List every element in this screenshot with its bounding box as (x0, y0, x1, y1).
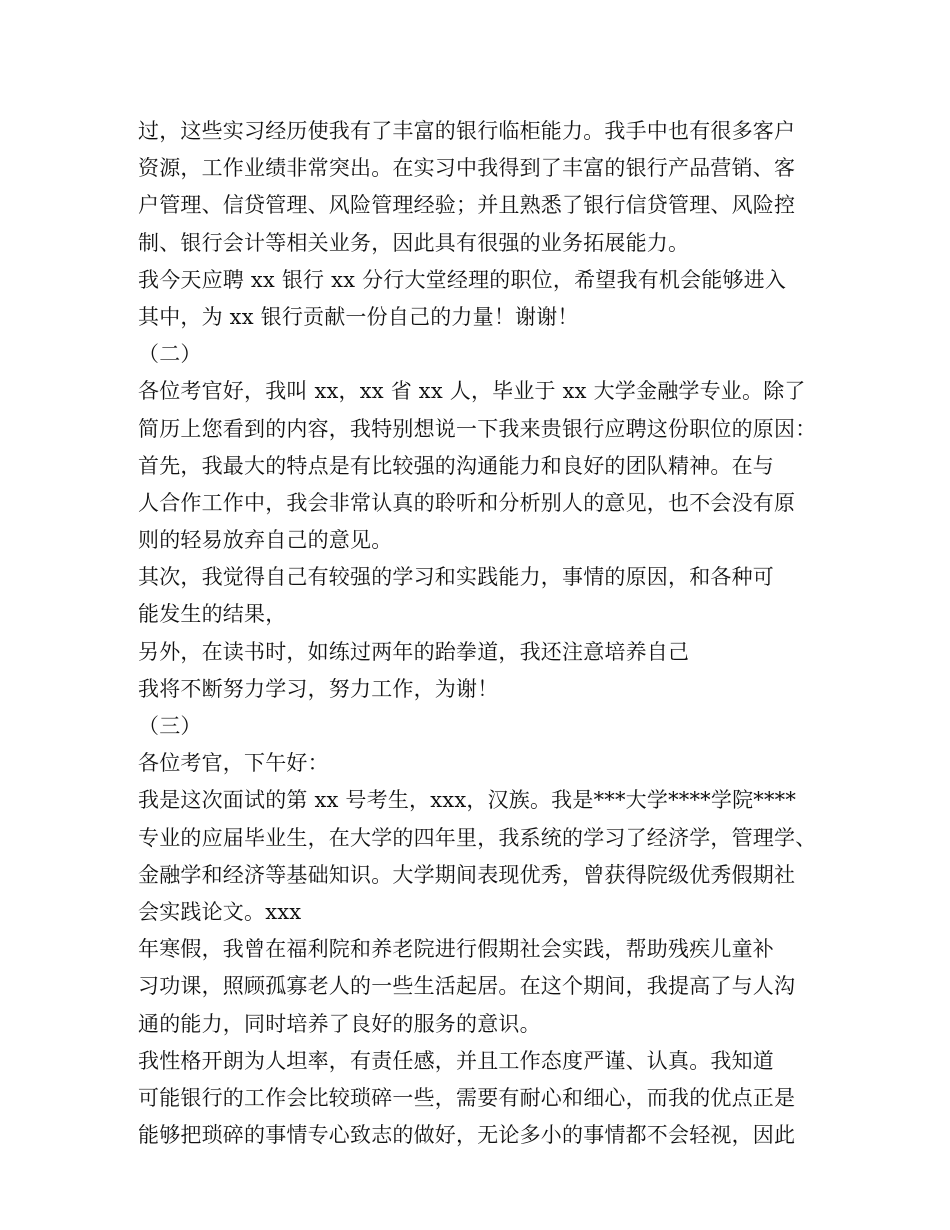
text-line: （三） (138, 714, 202, 738)
text-line: 通的能力，同时培养了良好的服务的意识。 (138, 1011, 541, 1036)
text-line: 能发生的结果， (138, 602, 287, 627)
text-line: 我今天应聘 xx 银行 xx 分行大堂经理的职位，希望我有机会能够进入 (138, 267, 787, 292)
text-line: 人合作工作中，我会非常认真的聆听和分析别人的意见，也不会没有原 (138, 490, 796, 515)
text-line: 则的轻易放弃自己的意见。 (138, 528, 393, 553)
text-line: 各位考官，下午好： (138, 751, 329, 776)
text-line: 另外，在读书时，如练过两年的跆拳道，我还注意培养自己 (138, 639, 690, 664)
text-line: 金融学和经济等基础知识。大学期间表现优秀，曾获得院级优秀假期社 (138, 862, 796, 887)
document-body (138, 113, 828, 1154)
text-line: 可能银行的工作会比较琐碎一些，需要有耐心和细心，而我的优点正是 (138, 1085, 796, 1110)
text-line: 我将不断努力学习，努力工作，为谢！ (138, 676, 499, 701)
text-line: 首先，我最大的特点是有比较强的沟通能力和良好的团队精神。在与 (138, 453, 774, 478)
text-line: 资源，工作业绩非常突出。在实习中我得到了丰富的银行产品营销、客 (138, 156, 796, 181)
text-line: 其中，为 xx 银行贡献一份自己的力量！谢谢！ (138, 304, 579, 329)
text-line: 简历上您看到的内容，我特别想说一下我来贵银行应聘这份职位的原因： (138, 416, 817, 441)
text-line: 会实践论文。xxx (138, 899, 302, 924)
text-line: 其次，我觉得自己有较强的学习和实践能力，事情的原因，和各种可 (138, 565, 774, 590)
text-line: 过，这些实习经历使我有了丰富的银行临柜能力。我手中也有很多客户 (138, 119, 796, 143)
text-line: 习功课，照顾孤寡老人的一些生活起居。在这个期间，我提高了与人沟 (138, 974, 796, 999)
text-line: 能够把琐碎的事情专心致志的做好，无论多小的事情都不会轻视，因此 (138, 1123, 796, 1148)
text-line: 户管理、信贷管理、风险管理经验；并且熟悉了银行信贷管理、风险控 (138, 193, 796, 218)
text-line: 我是这次面试的第 xx 号考生，xxx，汉族。我是***大学****学院**** (138, 788, 797, 813)
text-line: 年寒假，我曾在福利院和养老院进行假期社会实践，帮助残疾儿童补 (138, 937, 774, 962)
text-line: 各位考官好，我叫 xx，xx 省 xx 人，毕业于 xx 大学金融学专业。除了 (138, 379, 806, 404)
text-line: 我性格开朗为人坦率，有责任感，并且工作态度严谨、认真。我知道 (138, 1048, 774, 1073)
text-line: 专业的应届毕业生，在大学的四年里，我系统的学习了经济学，管理学、 (138, 825, 817, 850)
text-line: （二） (138, 342, 202, 367)
text-line: 制、银行会计等相关业务，因此具有很强的业务拓展能力。 (138, 230, 690, 255)
